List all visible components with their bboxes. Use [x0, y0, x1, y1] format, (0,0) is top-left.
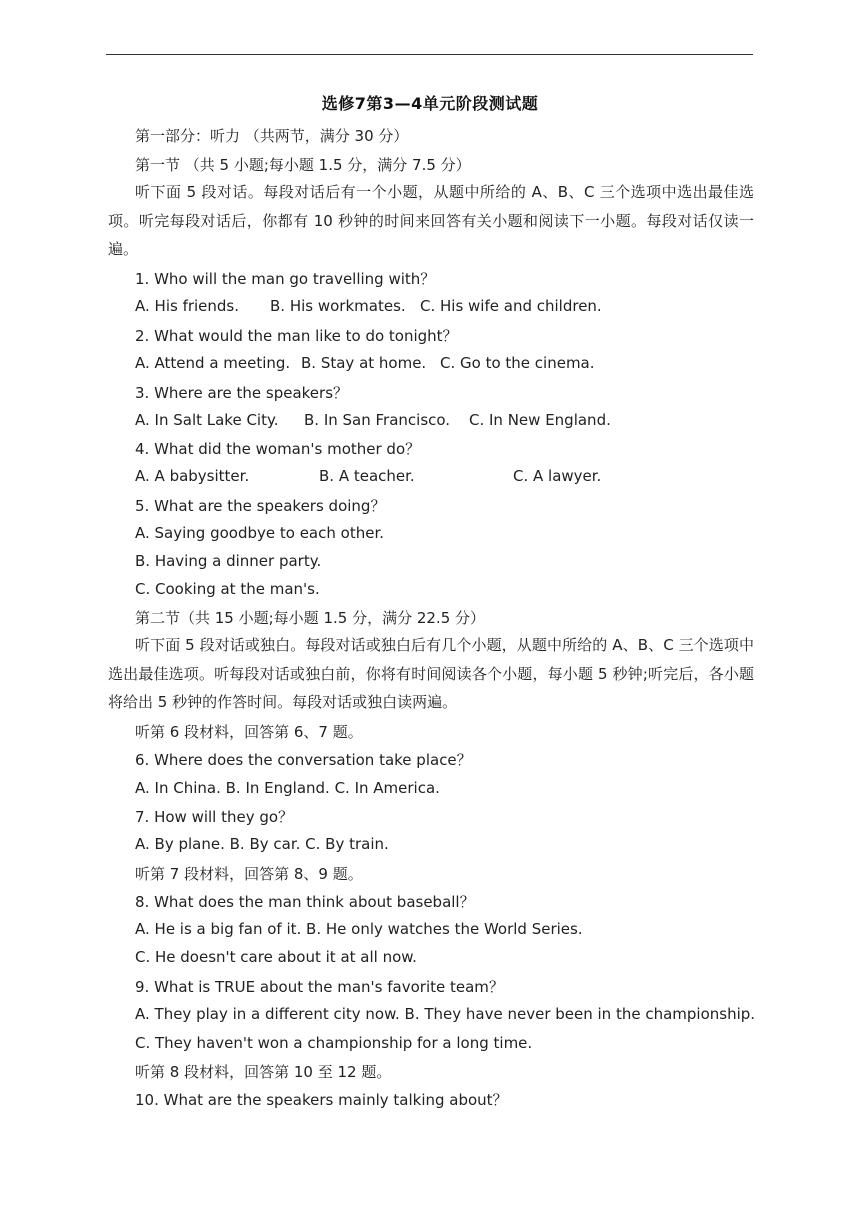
option-c: C. Go to the cinema. — [440, 354, 595, 372]
question-5-option-b: B. Having a dinner party. — [135, 552, 322, 570]
option-b: B. A teacher. — [319, 467, 415, 485]
section1-header: 第一节 （共 5 小题;每小题 1.5 分，满分 7.5 分） — [135, 156, 471, 174]
question-5-option-c: C. Cooking at the man's. — [135, 580, 320, 598]
question-10: 10. What are the speakers mainly talking about？ — [135, 1091, 508, 1109]
question-5-option-a: A. Saying goodbye to each other. — [135, 524, 385, 542]
option-c: C. A lawyer. — [513, 467, 602, 485]
page-title: 选修7第3—4单元阶段测试题 — [321, 94, 539, 113]
header-rule — [106, 54, 753, 55]
question-5: 5. What are the speakers doing？ — [135, 497, 386, 515]
question-9-options-ab: A. They play in a different city now. B. They have never been in the championship. — [135, 1005, 756, 1023]
part1-header: 第一部分：听力 （共两节，满分 30 分） — [135, 127, 409, 145]
question-9: 9. What is TRUE about the man's favorite team？ — [135, 978, 504, 996]
question-3: 3. Where are the speakers？ — [135, 384, 349, 402]
question-6-options: A. In China. B. In England. C. In America. — [135, 779, 440, 797]
question-8: 8. What does the man think about baseball？ — [135, 893, 475, 911]
option-c: C. In New England. — [469, 411, 611, 429]
question-1: 1. Who will the man go travelling with？ — [135, 270, 436, 288]
section2-header: 第二节（共 15 小题;每小题 1.5 分，满分 22.5 分） — [135, 609, 486, 627]
question-9-option-c: C. They haven't won a championship for a long time. — [135, 1034, 533, 1052]
question-4: 4. What did the woman's mother do？ — [135, 440, 421, 458]
option-a: A. A babysitter. — [135, 467, 250, 485]
question-3-options — [135, 411, 611, 429]
question-2: 2. What would the man like to do tonight？ — [135, 327, 458, 345]
option-a: A. His friends. — [135, 297, 240, 315]
question-1-options — [135, 297, 602, 315]
section2-instructions: 听下面 5 段对话或独白。每段对话或独白后有几个小题，从题中所给的 A、B、C 三个选项中选出最佳选项。听每段对话或独白前，你将有时间阅读各个小题，每小题 5 秒钟;听完后，各小题将给出 5 秒钟的作答时间。每段对话或独白读两遍。 — [108, 636, 754, 711]
option-a: A. In Salt Lake City. — [135, 411, 279, 429]
option-b: B. Stay at home. — [301, 354, 427, 372]
option-b: B. In San Francisco. — [304, 411, 451, 429]
material-6-header: 听第 6 段材料，回答第 6、7 题。 — [135, 723, 363, 741]
question-7-options: A. By plane. B. By car. C. By train. — [135, 835, 389, 853]
option-c: C. His wife and children. — [420, 297, 602, 315]
question-6: 6. Where does the conversation take place？ — [135, 751, 472, 769]
question-8-option-c: C. He doesn't care about it at all now. — [135, 948, 417, 966]
material-8-header: 听第 8 段材料，回答第 10 至 12 题。 — [135, 1063, 392, 1081]
option-a: A. Attend a meeting. — [135, 354, 291, 372]
question-4-options — [135, 467, 601, 485]
question-7: 7. How will they go？ — [135, 808, 294, 826]
question-8-options-ab: A. He is a big fan of it. B. He only watches the World Series. — [135, 920, 583, 938]
question-2-options — [135, 354, 595, 372]
option-b: B. His workmates. — [270, 297, 406, 315]
section1-instructions: 听下面 5 段对话。每段对话后有一个小题，从题中所给的 A、B、C 三个选项中选出最佳选项。听完每段对话后，你都有 10 秒钟的时间来回答有关小题和阅读下一小题。每段对话仅读一遍。 — [108, 183, 754, 258]
material-7-header: 听第 7 段材料，回答第 8、9 题。 — [135, 865, 363, 883]
